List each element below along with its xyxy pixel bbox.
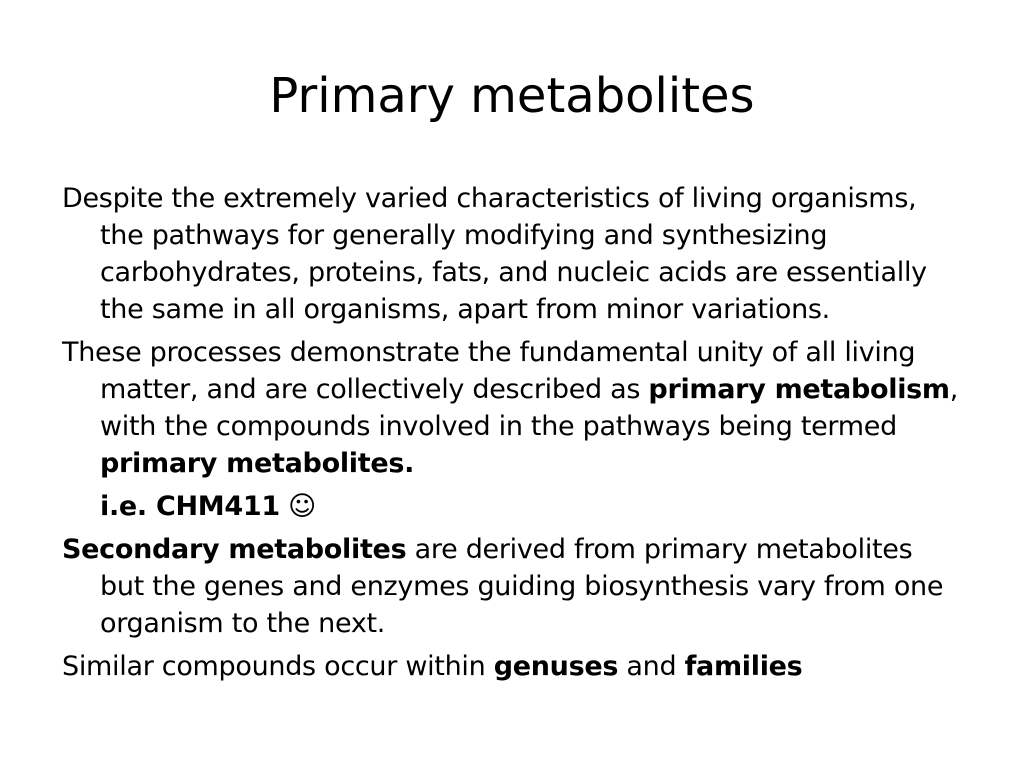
- smiley-icon: ☺: [288, 491, 316, 522]
- paragraph-5: [62, 648, 962, 685]
- paragraph-4-text: are derived from primary metabolites but the genes and enzymes guiding biosynthesis vary from one organism to the next.: [100, 534, 944, 639]
- primary-metabolites-term: primary metabolites.: [100, 448, 415, 479]
- slide-title: Primary metabolites: [269, 68, 755, 124]
- paragraph-5-text-1: Similar compounds occur within: [62, 651, 494, 682]
- paragraph-5-text-2: and: [618, 651, 685, 682]
- genuses-term: genuses: [493, 651, 619, 682]
- secondary-metabolites-term: Secondary metabolites: [62, 534, 407, 565]
- families-term: families: [684, 651, 803, 682]
- course-reference: i.e. CHM411: [100, 491, 280, 522]
- slide-body: [62, 180, 962, 691]
- paragraph-3: [62, 488, 962, 525]
- paragraph-2-text-1: These processes demonstrate the fundamental unity of all living matter, and are collectively described as: [62, 337, 916, 405]
- paragraph-2: [62, 334, 962, 482]
- primary-metabolism-term: primary metabolism: [648, 374, 950, 405]
- paragraph-2-text-2: , with the compounds involved in the pathways being termed: [100, 374, 959, 442]
- paragraph-1: Despite the extremely varied characteristics of living organisms, the pathways for generally modifying and synthesizing carbohydrates, proteins, fats, and nucleic acids are essentially the same in all organisms, apart from minor variations.: [62, 183, 927, 325]
- paragraph-4: [62, 531, 962, 642]
